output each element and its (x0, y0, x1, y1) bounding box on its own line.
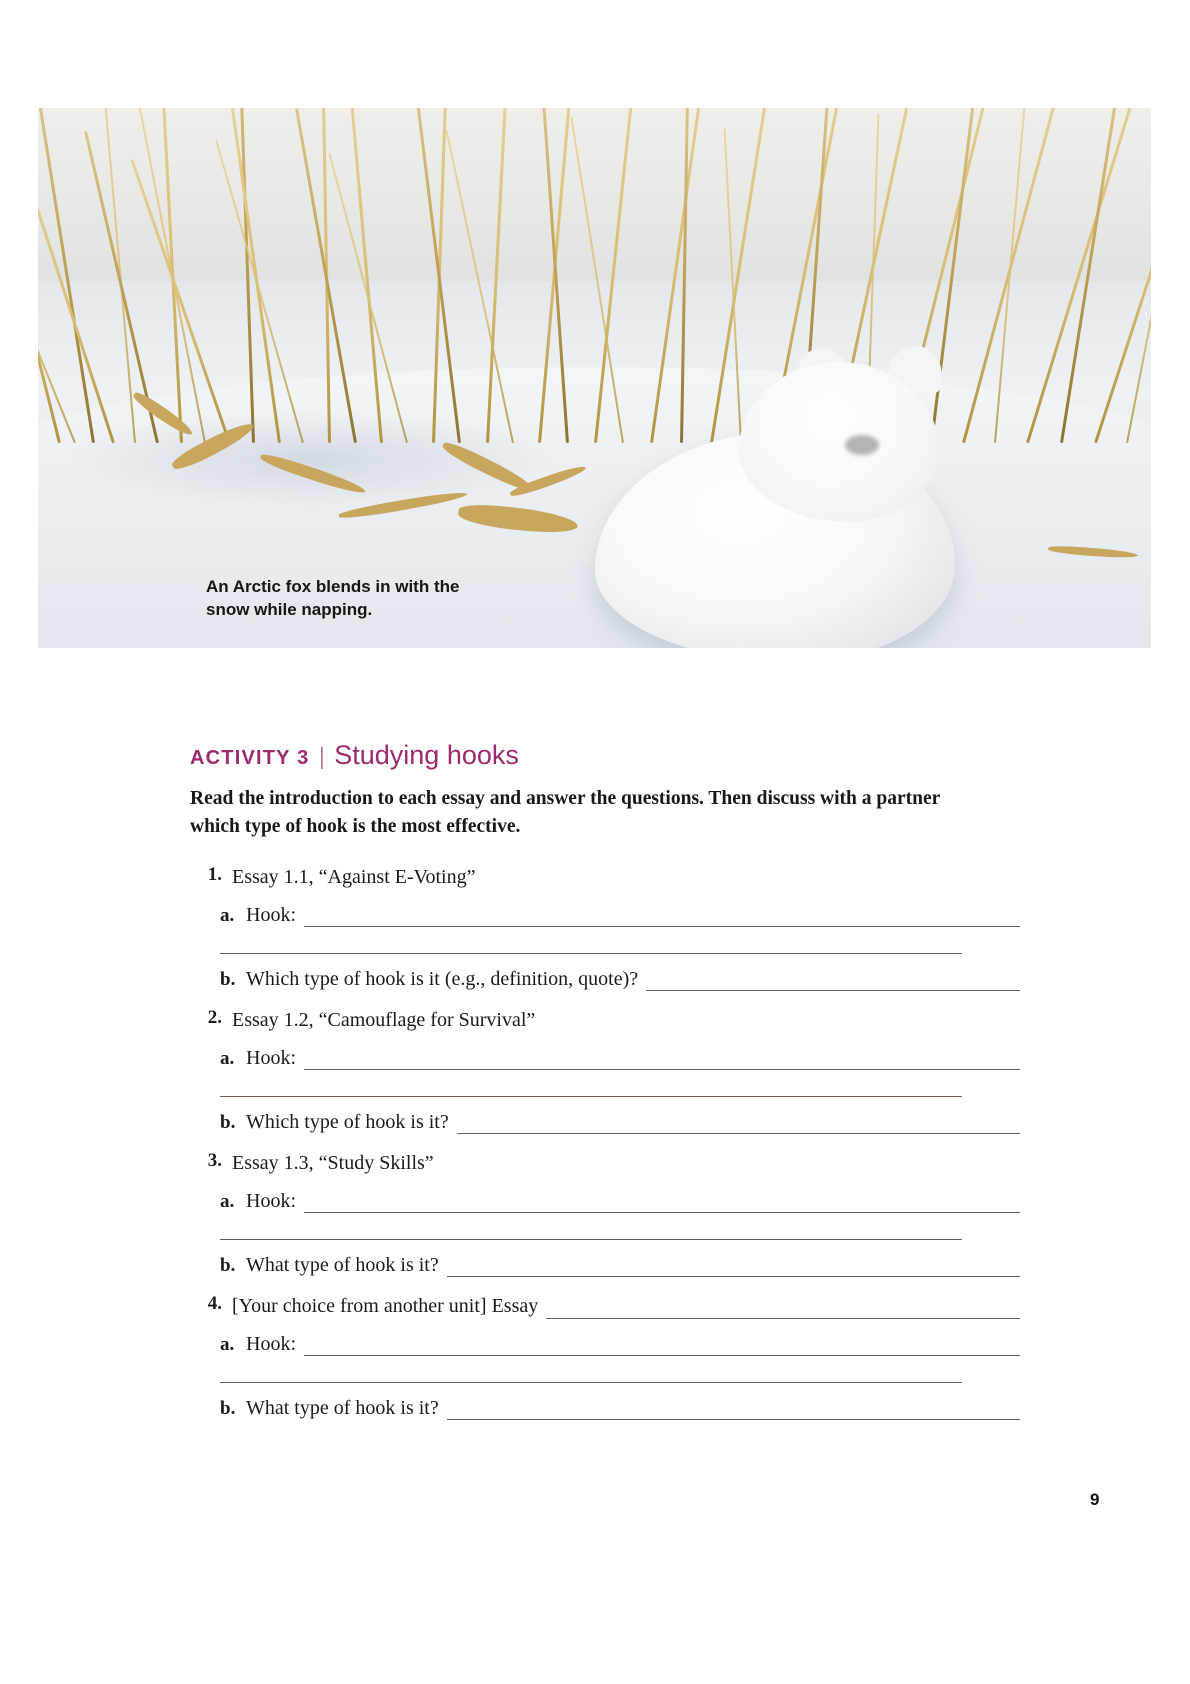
photo-snowbank (38, 367, 1151, 648)
item-text: Essay 1.1, “Against E-Voting” (232, 866, 476, 889)
item-text: Essay 1.3, “Study Skills” (232, 1152, 434, 1175)
activity-instructions: Read the introduction to each essay and answer the questions. Then discuss with a partner which type of hook is the most effective. (190, 788, 940, 837)
question-item (190, 1293, 1020, 1319)
activity-heading (190, 740, 1020, 771)
answer-line[interactable] (447, 1262, 1020, 1277)
sub-label: Which type of hook is it? (246, 1111, 449, 1134)
sub-item (220, 968, 1020, 991)
sub-letter: b. (220, 1398, 236, 1420)
answer-line[interactable] (646, 976, 1020, 991)
page-number: 9 (1090, 1490, 1100, 1509)
activity-separator: | (319, 744, 325, 770)
question-item (190, 864, 1020, 890)
sub-item (220, 904, 1020, 927)
sub-item (220, 1047, 1020, 1070)
activity-title: Studying hooks (334, 740, 519, 770)
answer-line-continuation[interactable] (220, 1382, 962, 1383)
sub-label: What type of hook is it? (246, 1397, 439, 1420)
arctic-fox-photo (38, 108, 1151, 648)
sub-item (220, 1111, 1020, 1134)
item-number: 1. (207, 864, 222, 886)
answer-line-continuation[interactable] (220, 1239, 962, 1240)
answer-line-continuation[interactable] (220, 953, 962, 954)
question-item (190, 1007, 1020, 1033)
item-number: 4. (207, 1293, 222, 1315)
sub-label: Hook: (246, 1047, 296, 1070)
photo-snow-shadow (60, 410, 561, 507)
sub-item (220, 1254, 1020, 1277)
sub-letter: b. (220, 969, 236, 991)
answer-line[interactable] (457, 1119, 1020, 1134)
sub-label: Hook: (246, 1190, 296, 1213)
photo-caption: An Arctic fox blends in with the snow while napping. (206, 577, 460, 619)
activity-content (190, 740, 1020, 1420)
activity-label: ACTIVITY 3 (190, 747, 310, 769)
item-number: 3. (207, 1150, 222, 1172)
sub-letter: a. (220, 1334, 235, 1356)
sub-label: What type of hook is it? (246, 1254, 439, 1277)
answer-line-continuation[interactable] (220, 1096, 962, 1097)
sub-letter: a. (220, 905, 235, 927)
item-text: Essay 1.2, “Camouflage for Survival” (232, 1009, 536, 1032)
sub-item (220, 1190, 1020, 1213)
sub-item (220, 1397, 1020, 1420)
sub-label: Hook: (246, 1333, 296, 1356)
answer-line[interactable] (304, 912, 1020, 927)
question-item (190, 1150, 1020, 1176)
answer-line[interactable] (304, 1198, 1020, 1213)
fox-nose (845, 435, 879, 455)
answer-line[interactable] (546, 1304, 1020, 1319)
sub-letter: b. (220, 1112, 236, 1134)
answer-line[interactable] (304, 1055, 1020, 1070)
answer-line[interactable] (447, 1405, 1020, 1420)
item-text: [Your choice from another unit] Essay (232, 1295, 539, 1318)
sub-label: Which type of hook is it (e.g., definition, quote)? (246, 968, 639, 991)
sub-letter: a. (220, 1048, 235, 1070)
sub-label: Hook: (246, 904, 296, 927)
sub-letter: b. (220, 1255, 236, 1277)
item-number: 2. (207, 1007, 222, 1029)
sub-item (220, 1333, 1020, 1356)
sub-letter: a. (220, 1191, 235, 1213)
answer-line[interactable] (304, 1341, 1020, 1356)
